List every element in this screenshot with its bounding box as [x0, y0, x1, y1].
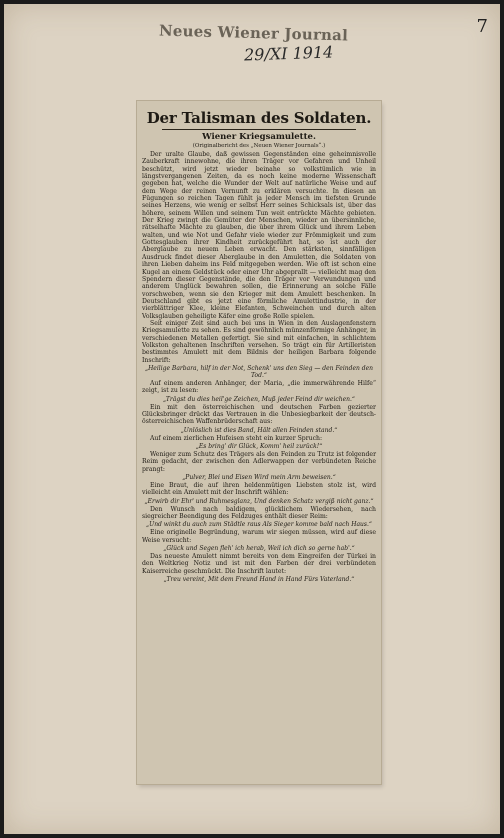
archive-sheet — [4, 4, 500, 834]
paragraph: Seit einiger Zeit sind auch bei uns in Wien in den Auslagenfenstern Kriegsamulette zu sehen. Es sind gewöhnlich münzenförmige Anhänger, in verschiedenen Metallen gefertigt. Sie sind mit einfachen, in schlichtem Volkston gehaltenen Inschriften versehen. So trägt ein für Artilleristen bestimmtes Amulett mit dem Bildnis der heiligen Barbara folgende Inschrift: — [142, 319, 376, 364]
inscription: „Pulver, Blei und Eisen Wird mein Arm beweisen.“ — [182, 474, 336, 482]
paragraph: Weniger zum Schutz des Trägers als den Feinden zu Trutz ist folgender Reim gedacht, der zwischen den Adlerwappen der verbündeten Reiche prangt: — [142, 451, 376, 473]
article-subhead: Wiener Kriegsamulette. — [202, 132, 316, 142]
inscription: „Glück und Segen fleh' ich herab, Weil ich dich so gerne hab'.“ — [163, 545, 355, 553]
inscription: „Trägst du dies heil'ge Zeichen, Muß jeder Feind dir weichen.“ — [163, 395, 355, 403]
paragraph: Eine Braut, die auf ihren heldenmütigen Liebsten stolz ist, wird vielleicht ein Amulett mit der Inschrift wählen: — [142, 482, 376, 497]
paragraph: Auf einem anderen Anhänger, der Maria, „die immerwährende Hilfe“ zeigt, ist zu lesen: — [142, 379, 376, 395]
paragraph: Eine originelle Begründung, warum wir siegen müssen, wird auf diese Weise versucht: — [142, 529, 376, 544]
paragraph: Auf einem zierlichen Hufeisen steht ein kurzer Spruch: — [150, 434, 323, 442]
inscription: „Und winkt du auch zum Städtle raus Als Sieger komme bald nach Haus.“ — [146, 521, 372, 529]
page-number: 7 — [476, 16, 488, 37]
paragraph: Der uralte Glaube, daß gewissen Gegenständen eine geheimnisvolle Zauberkraft innewohne, die ihren Träger vor Gefahren und Unheil beschützt, wird jetzt wieder beinahe so volkstümlich wie in längstvergangenen Zeiten, da es noch keine moderne Wissenschaft gegeben hat, welche die Wunder der Welt auf natürliche Weise und auf dem Wege der reinen Vernunft zu erklären versuchte. In diesen an Fügungen so reichen Tagen fühlt ja jeder Mensch im tiefsten Grunde seines Herzens, wie wenig er selbst Herr seines Schicksals ist, über das höhere, seinem Willen und seinem Tun weit entrückte Mächte gebieten. Der Krieg zwingt die Gemüter der Menschen, wieder an übersinnliche, rätselhafte Mächte zu glauben, die über ihrem Glück und ihrem Leben walten, und wie Not und Gefahr viele wieder zur Frömmigkeit und zum Gottesglauben ihrer Kindheit zurückgeführt hat, so ist auch der Aberglaube zu neuem Leben erwacht. Den stärksten, sinnfälligen Ausdruck findet dieser Aberglaube in den Amuletten, die Soldaten von ihren Lieben daheim ins Feld mitgegeben werden. Wie oft ist schon eine Kugel an einem Geldstück oder einer Uhr abgeprallt — vielleicht mag den Spendern dieser Gegenstände, die den Träger vor Verwundungen und anderem Unglück bewahren sollen, die Erinnerung an solche Fälle vorschweben, wenn sie den Krieger mit dem Amulett beschenken. In Deutschland gibt es jetzt eine förmliche Amulettindustrie, in der vierblättriger Klee, kleine Elefanten, Schweinchen und durch alten Volksglauben geheiligte Käfer eine große Rolle spielen. — [142, 151, 376, 320]
inscription: „Es bring' dir Glück, Komm' heil zurück!“ — [195, 443, 323, 451]
paragraph: Das neueste Amulett nimmt bereits von dem Eingreifen der Türkei in den Weltkrieg Notiz und ist mit den Farben der drei verbündeten Kaiserreiche geschmückt. Die Inschrift lautet: — [142, 553, 376, 575]
paragraph: Den Wunsch nach baldigem, glücklichem Wiedersehen, nach siegreicher Beendigung des Feldzuges enthält dieser Reim: — [142, 505, 376, 521]
article-body — [142, 151, 376, 583]
divider — [162, 129, 356, 130]
paragraph: Ein mit den österreichischen und deutschen Farben gezierter Glücksbringer drückt das Vertrauen in die Unbesiegbarkeit der deutsch-österreichischen Waffenbrüderschaft aus: — [142, 403, 376, 426]
newspaper-stamp: Neues Wiener Journal — [158, 21, 349, 45]
inscription: „Treu vereint, Mit dem Freund Hand in Hand Fürs Vaterland.“ — [163, 576, 355, 584]
newspaper-clipping — [137, 101, 381, 784]
inscription: „Heilige Barbara, hilf in der Not, Schenk' uns den Sieg — den Feinden den Tod.“ — [144, 364, 374, 379]
inscription: „Erwirb dir Ehr' und Ruhmesglanz, Und denken Schatz vergiß nicht ganz.“ — [144, 497, 374, 505]
handwritten-date: 29/XI 1914 — [243, 42, 334, 65]
article-credit: (Originalbericht des „Neuen Wiener Journals“.) — [192, 143, 326, 149]
article-headline: Der Talisman des Soldaten. — [146, 109, 372, 127]
inscription: „Unlöslich ist dies Band, Hält allen Feinden stand.“ — [180, 426, 338, 434]
